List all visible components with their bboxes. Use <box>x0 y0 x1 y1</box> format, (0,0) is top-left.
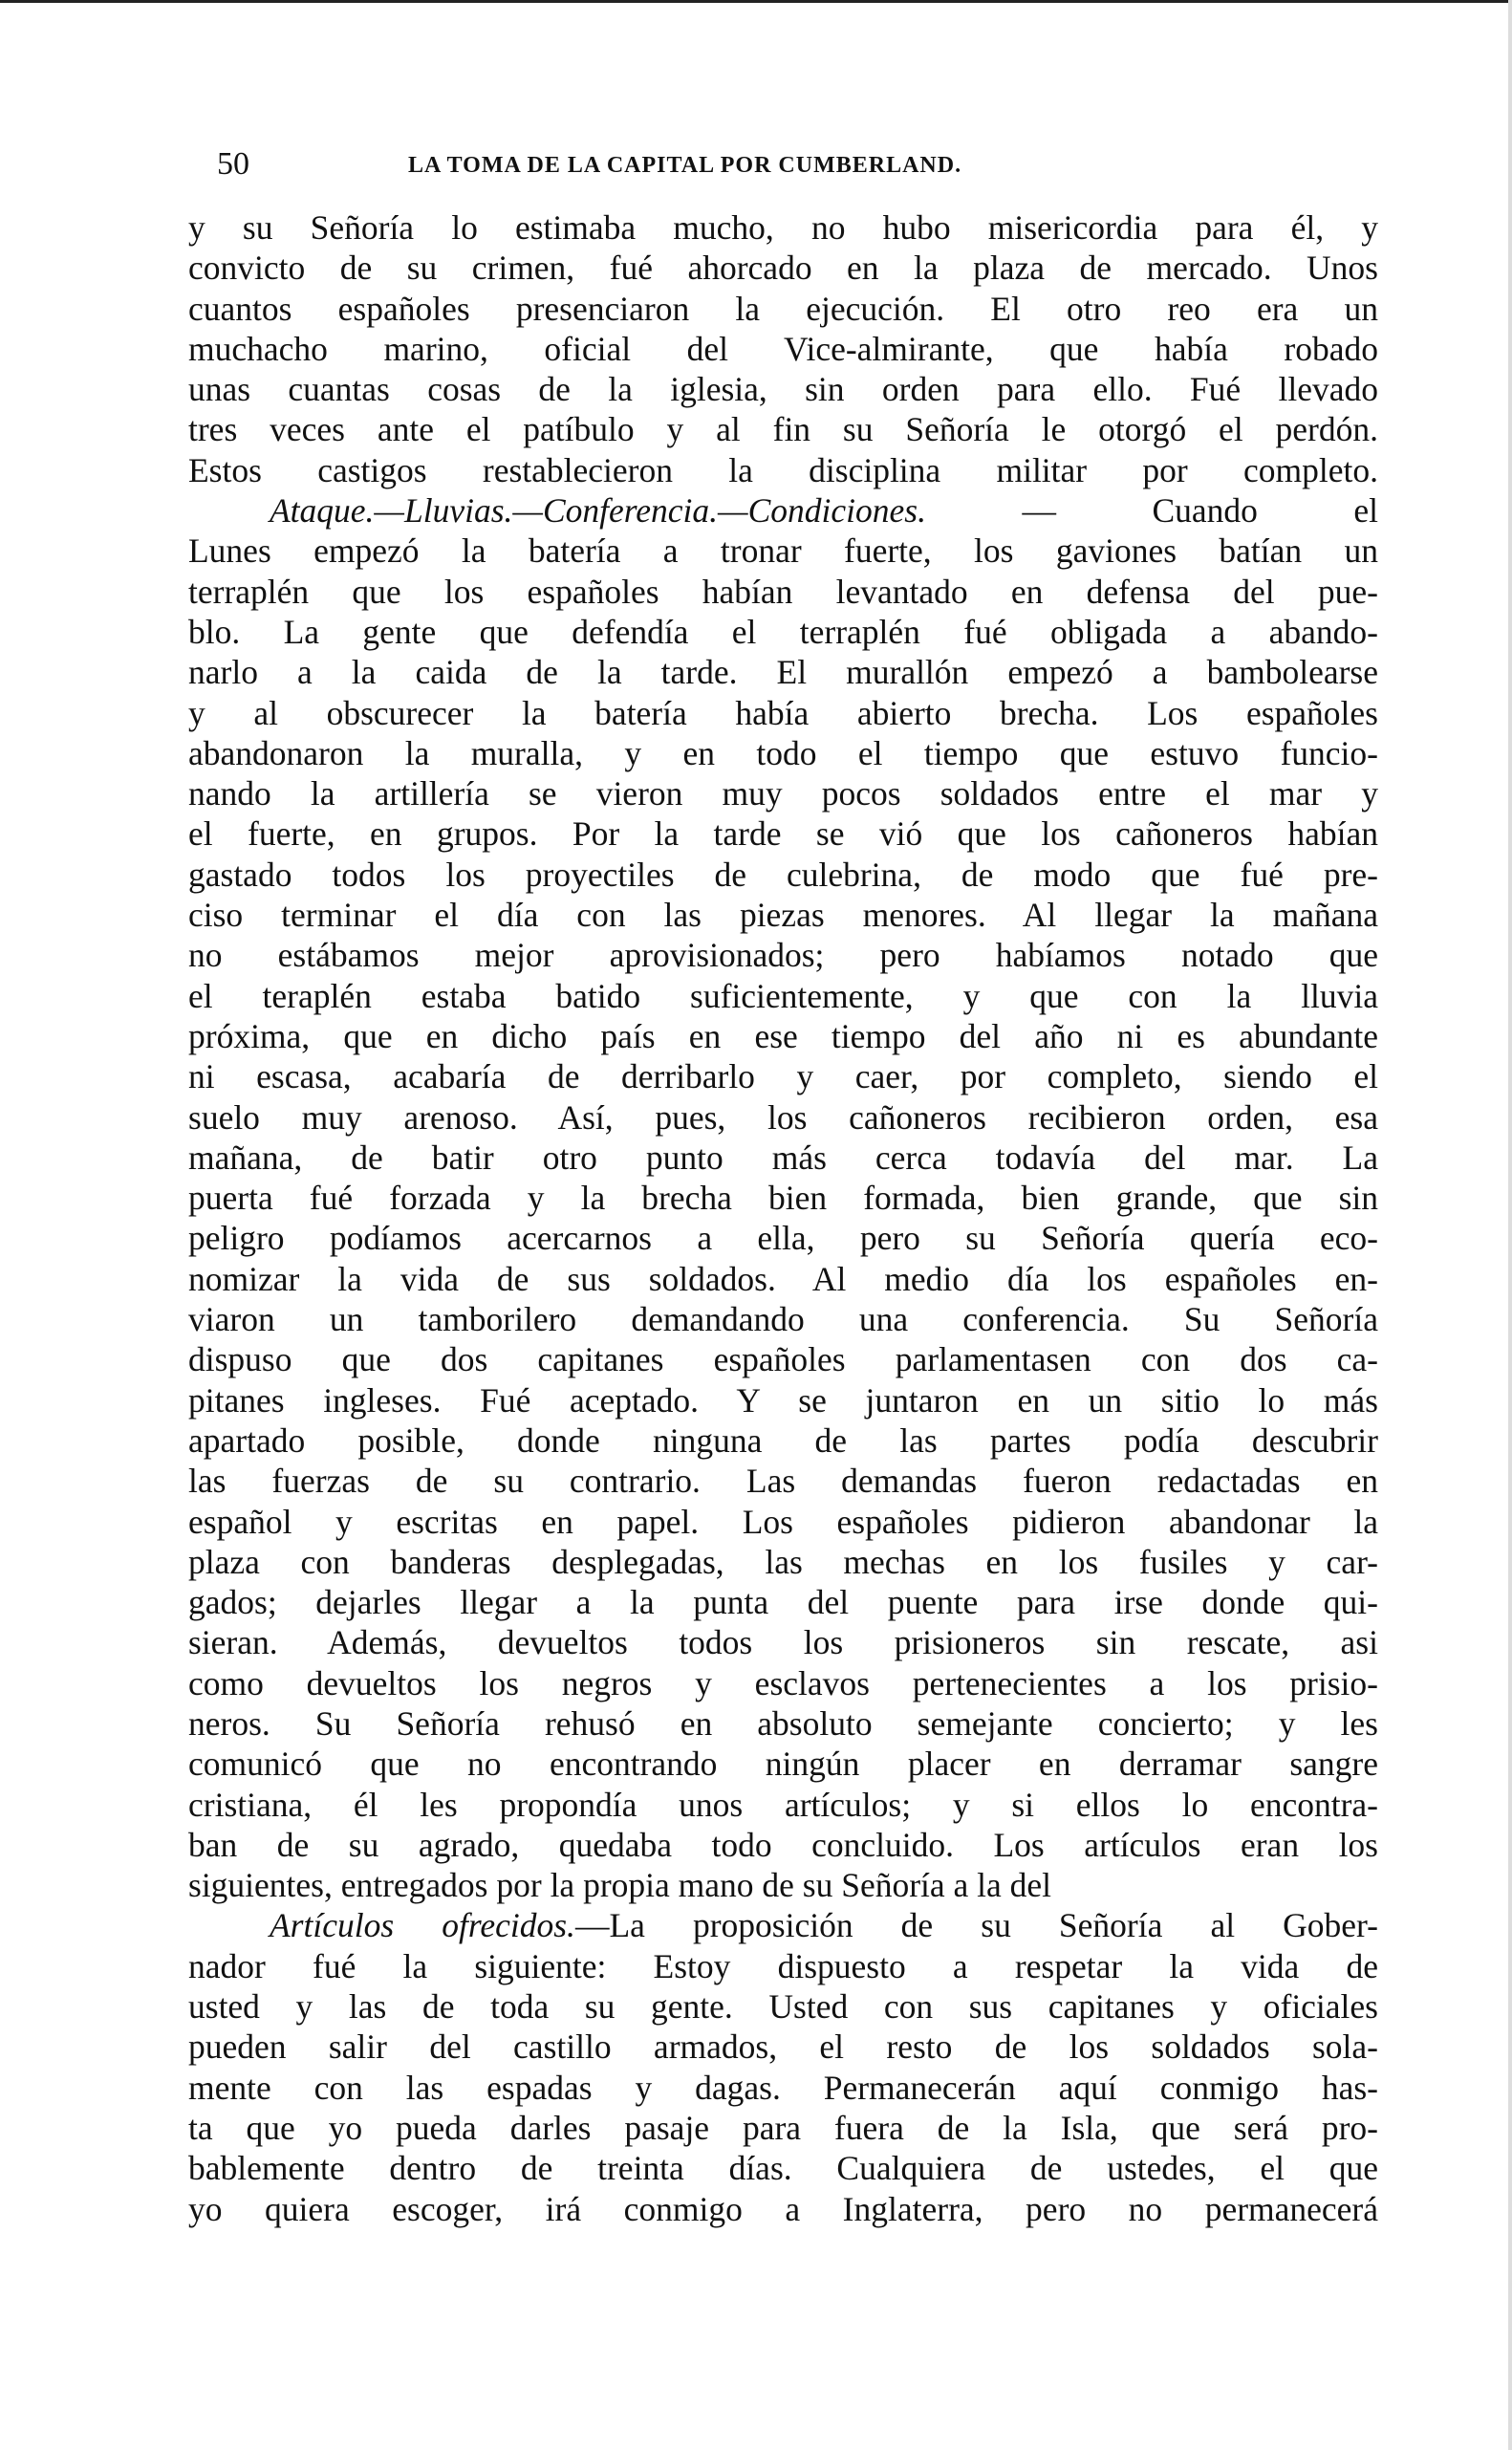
text-line: gastado todos los proyectiles de culebrina, de modo que fué pre- <box>188 855 1378 894</box>
page-header <box>188 145 1378 184</box>
text-line: sieran. Además, devueltos todos los prisioneros sin rescate, asi <box>188 1623 1378 1662</box>
text-line: el fuerte, en grupos. Por la tarde se vió que los cañoneros habían <box>188 814 1378 854</box>
text-line: nador fué la siguiente: Estoy dispuesto a respetar la vida de <box>188 1946 1378 1985</box>
text-line: ni escasa, acabaría de derribarlo y caer, por completo, siendo el <box>188 1057 1378 1096</box>
text-line: abandonaron la muralla, y en todo el tiempo que estuvo funcio- <box>188 733 1378 772</box>
text-line: ta que yo pueda darles pasaje para fuera de la Isla, que será pro- <box>188 2108 1378 2147</box>
text-line: no estábamos mejor aprovisionados; pero habíamos notado que <box>188 936 1378 975</box>
page-number: 50 <box>217 146 249 182</box>
text-line: como devueltos los negros y esclavos pertenecientes a los prisio- <box>188 1663 1378 1702</box>
text-line: cristiana, él les propondía unos artículos; y si ellos lo encontra- <box>188 1785 1378 1824</box>
text-line: próxima, que en dicho país en ese tiempo del año ni es abundante <box>188 1016 1378 1055</box>
text-line: comunicó que no encontrando ningún placer en derramar sangre <box>188 1745 1378 1784</box>
text-line: blo. La gente que defendía el terraplén fué obligada a abando- <box>188 612 1378 651</box>
text-line: cuantos españoles presenciaron la ejecución. El otro reo era un <box>188 289 1378 328</box>
text-line: unas cuantas cosas de la iglesia, sin orden para ello. Fué llevado <box>188 370 1378 409</box>
text-line: español y escritas en papel. Los españoles pidieron abandonar la <box>188 1502 1378 1541</box>
text-line: suelo muy arenoso. Así, pues, los cañoneros recibieron orden, esa <box>188 1097 1378 1137</box>
text-line: mañana, de batir otro punto más cerca todavía del mar. La <box>188 1138 1378 1177</box>
text-line: neros. Su Señoría rehusó en absoluto semejante concierto; y les <box>188 1703 1378 1743</box>
text-line: gados; dejarles llegar a la punta del puente para irse donde qui- <box>188 1583 1378 1622</box>
text-line: y su Señoría lo estimaba mucho, no hubo misericordia para él, y <box>188 208 1378 247</box>
text-line: ban de su agrado, quedaba todo concluido. Los artículos eran los <box>188 1825 1378 1864</box>
text-line: ciso terminar el día con las piezas menores. Al llegar la mañana <box>188 896 1378 935</box>
top-edge-rule <box>0 0 1512 3</box>
text-line: narlo a la caida de la tarde. El murallón empezó a bambolearse <box>188 653 1378 692</box>
text-line: tres veces ante el patíbulo y al fin su Señoría le otorgó el perdón. <box>188 410 1378 449</box>
text-line: dispuso que dos capitanes españoles parlamentasen con dos ca- <box>188 1340 1378 1379</box>
body-text <box>188 207 1378 2229</box>
text-line: puerta fué forzada y la brecha bien formada, bien grande, que sin <box>188 1179 1378 1218</box>
section-heading-continuation: —La proposición de su Señoría al Gober- <box>574 1906 1378 1945</box>
text-line: peligro podíamos acercarnos a ella, pero su Señoría quería eco- <box>188 1219 1378 1258</box>
text-line: y al obscurecer la batería había abierto brecha. Los españoles <box>188 693 1378 732</box>
text-line: pueden salir del castillo armados, el resto de los soldados sola- <box>188 2027 1378 2067</box>
text-line: muchacho marino, oficial del Vice-almirante, que había robado <box>188 329 1378 368</box>
section-heading-line <box>188 490 1378 531</box>
text-line: convicto de su crimen, fué ahorcado en la plaza de mercado. Unos <box>188 249 1378 288</box>
text-line: mente con las espadas y dagas. Permanecerán aquí conmigo has- <box>188 2068 1378 2107</box>
section-heading: Ataque.—Lluvias.—Conferencia.—Condiciones. <box>270 491 926 531</box>
text-line: pitanes ingleses. Fué aceptado. Y se juntaron en un sitio lo más <box>188 1380 1378 1420</box>
text-line: usted y las de toda su gente. Usted con sus capitanes y oficiales <box>188 1987 1378 2027</box>
text-line: plaza con banderas desplegadas, las mechas en los fusiles y car- <box>188 1542 1378 1581</box>
text-line: bablemente dentro de treinta días. Cualquiera de ustedes, el que <box>188 2149 1378 2188</box>
text-line: viaron un tamborilero demandando una conferencia. Su Señoría <box>188 1300 1378 1339</box>
page-edge-shadow <box>1508 0 1512 2450</box>
text-line: siguientes, entregados por la propia mano de su Señoría a la del <box>188 1866 1052 1905</box>
text-line: terraplén que los españoles habían levantado en defensa del pue- <box>188 572 1378 611</box>
text-line: nando la artillería se vieron muy pocos soldados entre el mar y <box>188 774 1378 813</box>
section-heading-continuation: — Cuando el <box>925 491 1378 531</box>
text-line: Lunes empezó la batería a tronar fuerte, los gaviones batían un <box>188 531 1378 571</box>
section-heading: Artículos ofrecidos. <box>270 1906 575 1945</box>
text-line: nomizar la vida de sus soldados. Al medio día los españoles en- <box>188 1259 1378 1298</box>
running-head: LA TOMA DE LA CAPITAL POR CUMBERLAND. <box>408 153 962 178</box>
section-heading-line <box>188 1905 1378 1945</box>
text-line: el teraplén estaba batido suficientemente, y que con la lluvia <box>188 976 1378 1015</box>
text-line: las fuerzas de su contrario. Las demandas fueron redactadas en <box>188 1462 1378 1501</box>
text-line: yo quiera escoger, irá conmigo a Inglaterra, pero no permanecerá <box>188 2189 1378 2228</box>
text-line: apartado posible, donde ninguna de las partes podía descubrir <box>188 1420 1378 1460</box>
text-line: Estos castigos restablecieron la disciplina militar por completo. <box>188 450 1378 489</box>
